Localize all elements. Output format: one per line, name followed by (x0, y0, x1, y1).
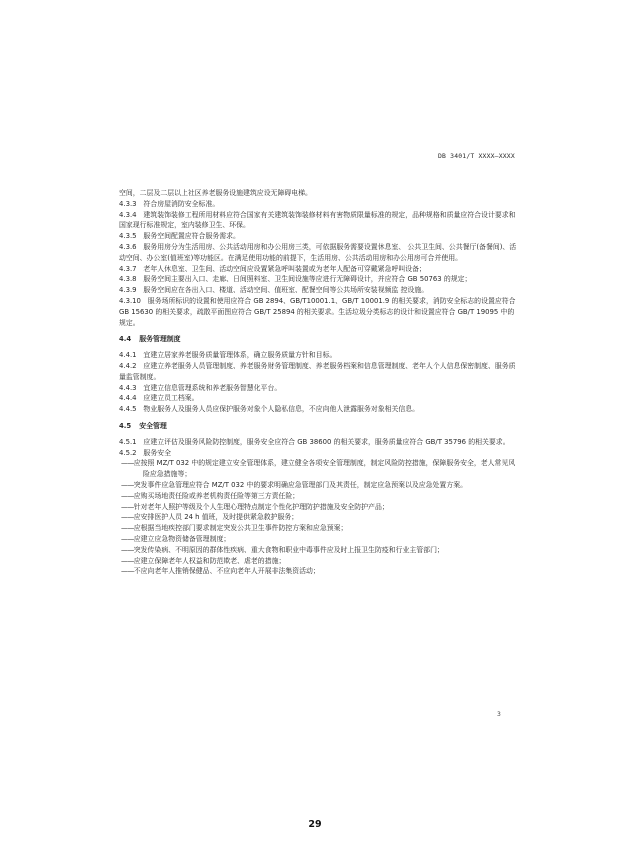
section-number: 4.4 (119, 335, 132, 344)
dash-list-item (119, 556, 517, 567)
paragraph: 4.3.4 建筑装饰装修工程所用材料应符合国家有关建筑装饰装修材料有害物质限量标准的规定，品种规格和质量应符合设计要求和国家现行标准规定，室内装修卫生、环保。 (119, 210, 516, 230)
paragraph: 空间，二层及二层以上社区养老服务设施建筑应设无障碍电梯。 (119, 189, 312, 197)
paragraph: 4.3.10 服务场所标识的设置和使用应符合 GB 2894、GB/T10001.1、GB/T 10001.9 的相关要求，消防安全标志的设置应符合 GB 15630 的相关要求，疏散平面图应符合 GB/T 25894 的相关要求。生活垃圾分类标志的设计和设置应符合 GB/T 19095 中的规定。 (119, 296, 516, 327)
dash-item-text: 应建立保障老年人权益和防范欺老、虐老的措施； (133, 556, 286, 565)
dash-item-text: 突发事件应急管理应符合 MZ/T 032 中的要求明确应急管理部门及其责任，制定应急预案以及应急处置方案。 (133, 480, 467, 489)
dash-marker: —— (121, 459, 134, 468)
dash-marker: —— (121, 491, 134, 500)
paragraph: 4.3.9 服务空间应在各出入口、楼道、活动空间、值班室、配餐空间等公共场所安装视频监 控设施。 (119, 286, 429, 295)
dash-marker: —— (121, 480, 134, 489)
dash-list-item (119, 458, 517, 480)
paragraph: 4.3.6 服务用房分为生活用房、公共活动用房和办公用房三类，可依据服务需要设置休息室、 公共卫生间、公共餐厅(备餐间)、活动空间、办公室(值班室)等功能区。在满足使用功能的前提下，生活用房、公共活动用房和办公用房可合并使用。 (119, 242, 517, 262)
dash-list-item (119, 480, 517, 491)
clause: 4.5.2 服务安全 (119, 448, 171, 457)
inner-page-number: 3 (497, 711, 501, 718)
section-title: 安全管理 (139, 421, 167, 430)
paragraph: 4.3.8 服务空间主要出入口、走廊、日间照料室、卫生间设施等应进行无障碍设计，并应符合 GB 50763 的规定； (119, 275, 472, 284)
clause: 4.4.2 应建立养老服务人员管理制度、养老服务财务管理制度、养老服务档案和信息管理制度、老年人个人信息保密制度、服务质量监管制度。 (119, 361, 516, 381)
section-number: 4.5 (119, 421, 132, 430)
dash-marker: —— (121, 567, 134, 576)
dash-item-text: 应按照 MZ/T 032 中的规定建立安全管理体系，建立健全各项安全管理制度，制定风险防控措施，保障服务安全，老人常见风险应急措施等； (133, 459, 516, 479)
paragraph: 4.3.7 老年人休息室、卫生间、活动空间应设置紧急呼叫装置或为老年人配备可穿戴紧急呼叫设备； (119, 264, 426, 273)
section-heading-4-4 (119, 334, 517, 345)
dash-marker: —— (121, 534, 134, 543)
dash-item-text: 应建立应急物资储备管理制度； (133, 534, 231, 543)
section-heading-4-5 (119, 421, 517, 432)
dash-item-text: 针对老年人照护等级及个人生理心理特点制定个性化护理防护措施及安全防护产品； (133, 502, 389, 511)
clause: 4.5.1 应建立评估及服务风险防控制度，服务安全应符合 GB 38600 的相关要求，服务质量应符合 GB/T 35796 的相关要求。 (119, 437, 510, 446)
dash-list-item (119, 491, 517, 502)
dash-list-item (119, 545, 517, 556)
dash-item-text: 应根据当地疾控部门要求制定突发公共卫生事件防控方案和应急预案； (133, 524, 348, 533)
clause: 4.4.3 宜建立信息管理系统和养老服务智慧化平台。 (119, 383, 282, 392)
dash-list-item (119, 534, 517, 545)
clause: 4.4.5 物业服务人及服务人员应保护服务对象个人隐私信息，不应向他人泄露服务对象相关信息。 (119, 405, 420, 414)
dash-marker: —— (121, 502, 134, 511)
clause: 4.4.1 宜建立居家养老服务质量管理体系，确立服务质量方针和目标。 (119, 351, 337, 360)
dash-list-item (119, 523, 517, 534)
paragraph: 4.3.3 符合房屋消防安全标准。 (119, 199, 220, 208)
dash-list-item (119, 502, 517, 513)
dash-item-text: 不应向老年人推销保健品、不应向老年人开展非法集资活动； (133, 567, 320, 576)
dash-marker: —— (121, 524, 134, 533)
paragraph: 4.3.5 服务空间配置应符合服务需求。 (119, 232, 240, 241)
dash-list-item (119, 566, 517, 577)
dash-marker: —— (121, 556, 134, 565)
dash-item-text: 应购买场地责任险或养老机构责任险等第三方责任险； (133, 491, 300, 500)
section-title: 服务管理制度 (139, 335, 181, 344)
dash-item-text: 突发传染病、不明原因的群体性疾病、重大食物和职业中毒事件应及时上报卫生防疫和行业主管部门； (133, 545, 444, 554)
page-footer-number: 29 (308, 819, 322, 830)
document-code-header: DB 3401/T XXXX—XXXX (438, 152, 515, 160)
document-body (119, 188, 517, 577)
dash-list-item (119, 512, 517, 523)
dash-marker: —— (121, 545, 134, 554)
clause: 4.4.4 应建立员工档案。 (119, 394, 199, 403)
dash-item-text: 应安排医护人员 24 h 值班，及时提供紧急救护服务； (133, 513, 299, 522)
dash-marker: —— (121, 513, 134, 522)
